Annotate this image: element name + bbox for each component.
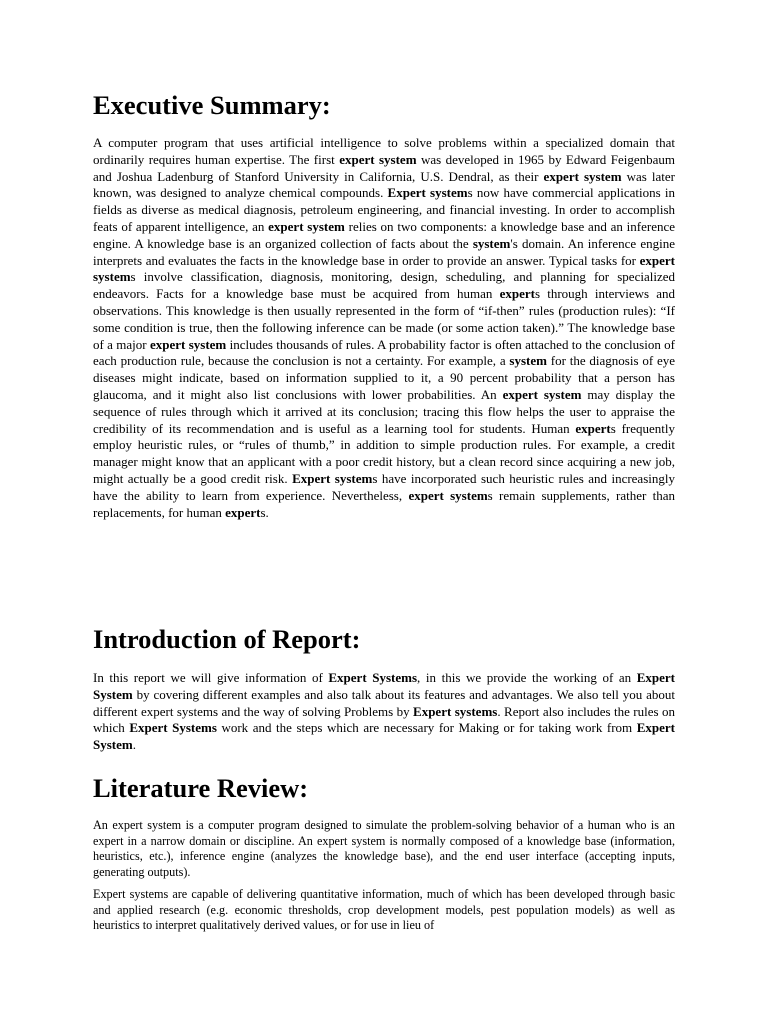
bold-term: system <box>472 235 511 251</box>
literature-review-heading: Literature Review: <box>93 773 309 803</box>
bold-term: expert system <box>268 218 345 234</box>
introduction-heading: Introduction of Report: <box>93 624 361 654</box>
literature-review-paragraph-2: Expert systems are capable of delivering quantitative information, much of which has been developed through basic and applied research (e.g. economic thresholds, crop development models, pest population models) as well as heuristics to interpret qualitatively derived values, or for use in lieu of <box>93 887 675 933</box>
bold-term: expert <box>499 286 535 302</box>
bold-term: Expert System <box>93 720 675 753</box>
bold-term: expert <box>575 420 611 436</box>
literature-review-paragraph-1: An expert system is a computer program designed to simulate the problem-solving behavior of a human who is an expert in a narrow domain or discipline. An expert system is normally composed of a knowledge base (information, heuristics, etc.), inference engine (analyzes the knowledge base), and the end user interface (accepting inputs, generating outputs). <box>93 818 675 879</box>
executive-summary-paragraph: A computer program that uses artificial intelligence to solve problems within a specialized domain that ordinarily requires human expertise. The first expert system was developed in 1965 by Edward Feigenbaum and Joshua Ladenburg of Stanford University in California, U.S. Dendral, as their expert system was later known, was designed to analyze chemical compounds. Expert systems now have commercial applications in fields as diverse as medical diagnosis, petroleum engineering, and financial investing. In order to accomplish feats of apparent intelligence, an expert system relies on two components: a knowledge base and an inference engine. A knowledge base is an organized collection of facts about the system's domain. An inference engine interprets and evaluates the facts in the knowledge base in order to provide an answer. Typical tasks for expert systems involve classification, diagnosis, monitoring, design, scheduling, and planning for specialized endeavors. Facts for a knowledge base must be acquired from human experts through interviews and observations. This knowledge is then usually represented in the form of “if-then” rules (production rules): “If some condition is true, then the following inference can be made (or some action taken).” The knowledge base of a major expert system includes thousands of rules. A probability factor is often attached to the conclusion of each production rule, because the conclusion is not a certainty. For example, a system for the diagnosis of eye diseases might indicate, based on information supplied to it, a 90 percent probability that a person has glaucoma, and it might also list conclusions with lower probabilities. An expert system may display the sequence of rules through which it arrived at its conclusion; tracing this flow helps the user to appraise the credibility of its recommendation and is useful as a learning tool for students. Human experts frequently employ heuristic rules, or “rules of thumb,” in addition to simple production rules. For example, a credit manager might know that an applicant with a poor credit history, but a clean record since acquiring a new job, might actually be a good credit risk. Expert systems have incorporated such heuristic rules and increasingly have the ability to learn from experience. Nevertheless, expert systems remain supplements, rather than replacements, for human experts. <box>93 135 676 520</box>
bold-term: expert system <box>149 336 227 352</box>
bold-term: expert system <box>502 386 582 402</box>
bold-term: expert system <box>543 168 622 184</box>
bold-term: Expert Systems <box>328 670 418 685</box>
bold-term: Expert System <box>93 670 676 702</box>
bold-term: expert system <box>339 151 417 167</box>
bold-term: Expert system <box>292 470 373 486</box>
bold-term: system <box>509 353 547 369</box>
bold-term: expert system <box>93 252 675 285</box>
introduction-paragraph: In this report we will give information of Expert Systems, in this we provide the working of an Expert System by covering different examples and also talk about its features and advantages. We also tell you about different expert systems and the way of solving Problems by Expert systems. Report also includes the rules on which Expert Systems work and the steps which are necessary for Making or for taking work from Expert System. <box>93 670 676 753</box>
executive-summary-heading: Executive Summary: <box>93 90 331 120</box>
bold-term: Expert systems <box>413 703 498 719</box>
bold-term: expert system <box>408 487 488 503</box>
bold-term: Expert system <box>387 185 468 201</box>
bold-term: Expert Systems <box>129 720 217 736</box>
bold-term: expert <box>225 504 261 520</box>
